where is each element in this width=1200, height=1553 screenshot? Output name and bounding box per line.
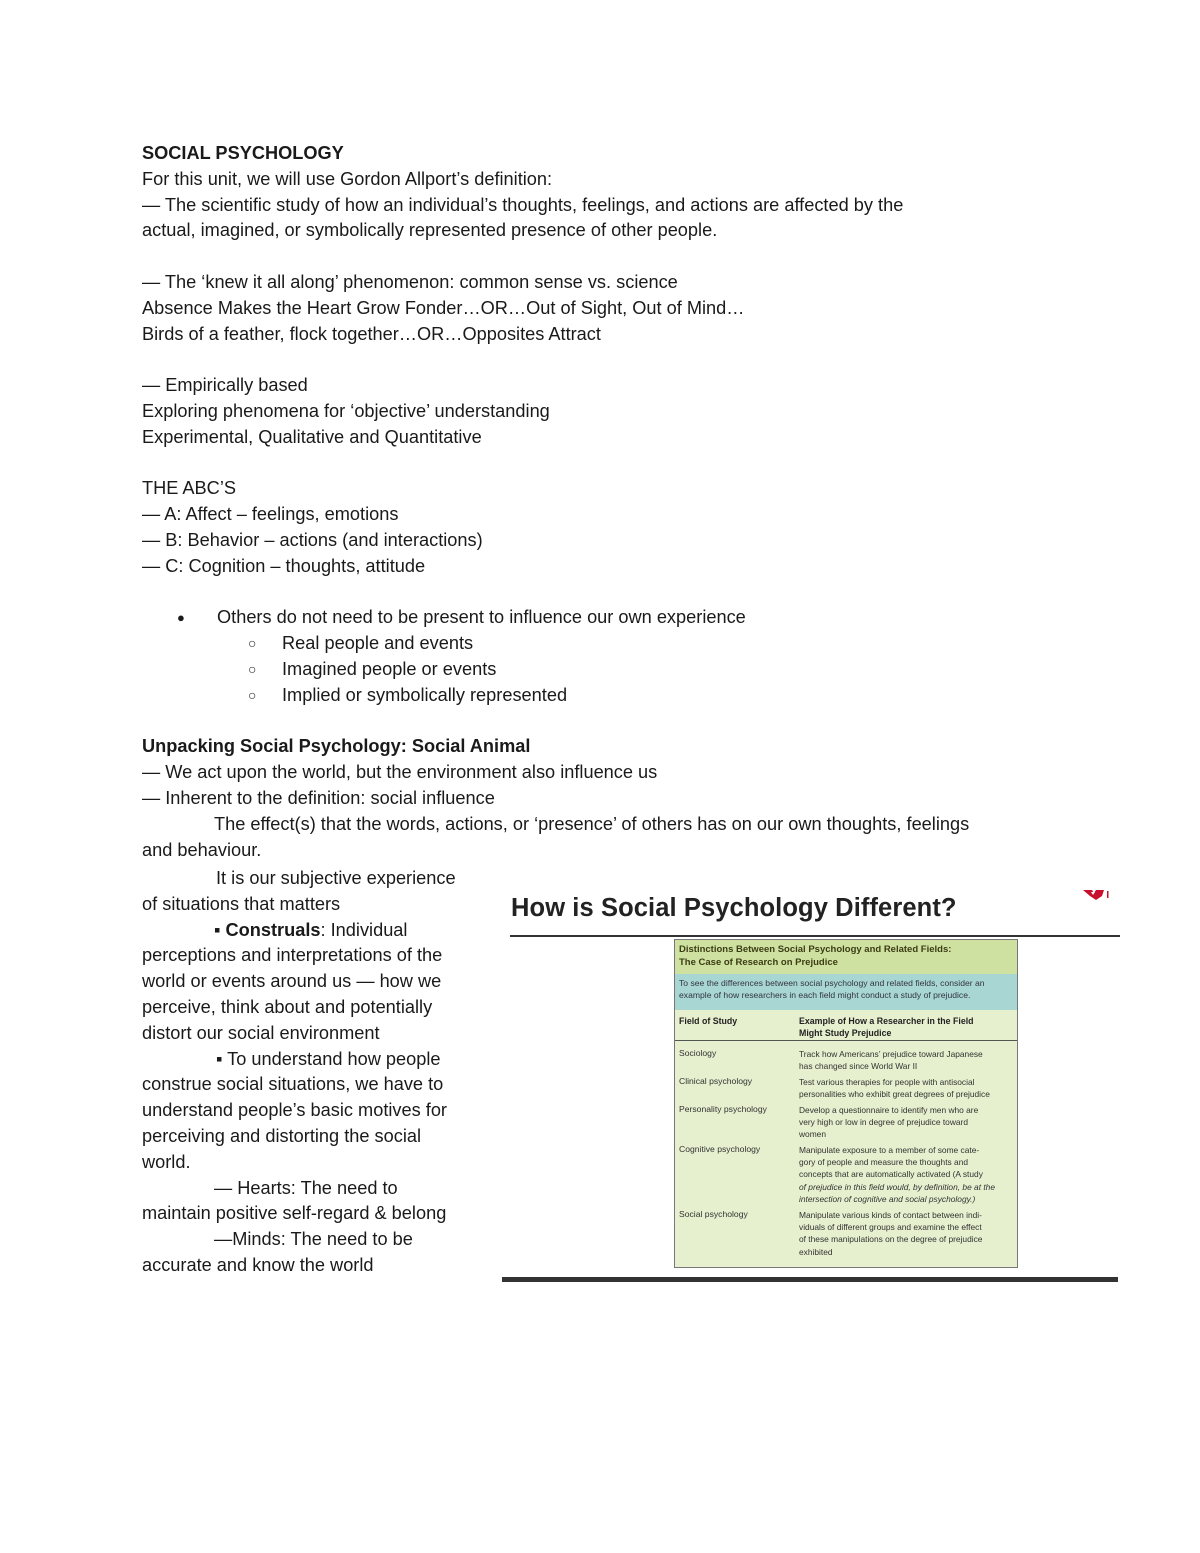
- table-subtitle: The Case of Research on Prejudice: [679, 956, 838, 968]
- cell-line: viduals of different groups and examine the effect: [799, 1222, 982, 1233]
- column-header: [799, 1016, 974, 1039]
- table-cell-example: [799, 1048, 983, 1072]
- list-item-text: Implied or symbolically represented: [282, 684, 568, 705]
- column-line: It is our subjective experience: [216, 868, 456, 888]
- abc-affect: — A: Affect – feelings, emotions: [142, 504, 399, 525]
- cell-line: Manipulate exposure to a member of some cate-: [799, 1145, 980, 1155]
- cell-line: Test various therapies for people with antisocial: [799, 1077, 975, 1087]
- table-intro-line: To see the differences between social psychology and related fields, consider an: [679, 978, 985, 988]
- construals-term: Construals: [225, 919, 321, 940]
- column-header-line: Example of How a Researcher in the Field: [799, 1016, 974, 1026]
- table-title: Distinctions Between Social Psychology and Related Fields:: [679, 944, 952, 955]
- table-cell-example: [799, 1209, 982, 1258]
- column-text: : Individual: [320, 919, 408, 940]
- cell-line: exhibited: [799, 1246, 833, 1257]
- cell-line: concepts that are automatically activated (A study: [799, 1169, 983, 1180]
- comparison-table: [674, 939, 1018, 1268]
- slide-divider: [510, 935, 1120, 937]
- section-title: Unpacking Social Psychology: Social Animal: [142, 736, 531, 757]
- list-item: [142, 605, 1122, 631]
- knew-it-line: — The ‘knew it all along’ phenomenon: common sense vs. science: [142, 271, 678, 292]
- column-line: perceive, think about and potentially: [142, 996, 433, 1017]
- empirical-line: — Empirically based: [142, 375, 308, 396]
- unpacking-line: The effect(s) that the words, actions, or ‘presence’ of others has on our own thoughts, feelings: [214, 813, 970, 834]
- table-cell-example: [799, 1076, 990, 1100]
- bullet-circle-icon: ○: [248, 635, 257, 652]
- unpacking-line: — Inherent to the definition: social influence: [142, 787, 495, 808]
- page-title: SOCIAL PSYCHOLOGY: [142, 143, 344, 163]
- cell-line: women: [799, 1129, 826, 1140]
- column-line: understand people’s basic motives for: [142, 1100, 447, 1121]
- table-body: [675, 1010, 1017, 1267]
- table-cell-field: Sociology: [679, 1048, 717, 1058]
- list-item: [142, 631, 1122, 657]
- minds-line: —Minds: The need to be: [214, 1229, 413, 1250]
- hearts-line: — Hearts: The need to: [214, 1177, 398, 1198]
- column-header-line: Might Study Prejudice: [799, 1027, 892, 1038]
- cell-line: personalities who exhibit great degrees of prejudice: [799, 1089, 990, 1100]
- unpacking-line: and behaviour.: [142, 839, 262, 860]
- intro-line: For this unit, we will use Gordon Allport’s definition:: [142, 168, 553, 189]
- column-line: distort our social environment: [142, 1022, 380, 1043]
- list-item-text: Others do not need to be present to influence our own experience: [217, 607, 746, 628]
- list-item-text: Real people and events: [282, 633, 474, 654]
- table-cell-field: Social psychology: [679, 1209, 748, 1219]
- column-header: Field of Study: [679, 1016, 738, 1026]
- empirical-line: Exploring phenomena for ‘objective’ understanding: [142, 400, 550, 421]
- slide-bottom-bar: [502, 1277, 1118, 1282]
- empirical-line: Experimental, Qualitative and Quantitative: [142, 426, 482, 447]
- column-line: maintain positive self-regard & belong: [142, 1203, 447, 1224]
- logo-icon: [1082, 888, 1110, 902]
- cell-line: Manipulate various kinds of contact between indi-: [799, 1210, 982, 1220]
- bullet-dot-icon: ●: [177, 610, 185, 626]
- cell-line: of these manipulations on the degree of prejudice: [799, 1234, 983, 1245]
- abcs-title: THE ABC’S: [142, 478, 236, 499]
- list-item: [142, 657, 1122, 683]
- bullet-square-icon: ▪: [214, 919, 226, 940]
- abc-behavior: — B: Behavior – actions (and interactions): [142, 529, 483, 550]
- bullet-list: [142, 605, 1122, 708]
- table-cell-field: Cognitive psychology: [679, 1144, 761, 1154]
- table-cell-field: Clinical psychology: [679, 1076, 753, 1086]
- definition-line: — The scientific study of how an individual’s thoughts, feelings, and actions are affected by the: [142, 194, 904, 215]
- left-column-text: [142, 866, 487, 1279]
- cell-line: gory of people and measure the thoughts and: [799, 1157, 969, 1168]
- list-item-text: Imagined people or events: [282, 658, 497, 679]
- bullet-circle-icon: ○: [248, 686, 257, 703]
- column-line: ▪ To understand how people: [216, 1048, 441, 1069]
- column-line: world.: [142, 1151, 191, 1172]
- cell-line: intersection of cognitive and social psychology.): [799, 1193, 976, 1204]
- proverb-line: Birds of a feather, flock together…OR…Opposites Attract: [142, 323, 601, 344]
- cell-line: of prejudice in this field would, by definition, be at the: [799, 1181, 996, 1192]
- abc-cognition: — C: Cognition – thoughts, attitude: [142, 555, 426, 576]
- table-intro: [675, 974, 1017, 1010]
- table-intro-line: example of how researchers in each field might conduct a study of prejudice.: [679, 989, 971, 1000]
- definition-line: actual, imagined, or symbolically represented presence of other people.: [142, 220, 718, 241]
- column-line: of situations that matters: [142, 893, 341, 914]
- cell-line: has changed since World War II: [799, 1061, 918, 1072]
- bullet-circle-icon: ○: [248, 660, 257, 677]
- unpacking-line: — We act upon the world, but the environment also influence us: [142, 762, 658, 783]
- cell-line: very high or low in degree of prejudice toward: [799, 1117, 968, 1128]
- cell-line: Track how Americans’ prejudice toward Japanese: [799, 1049, 983, 1059]
- column-line: world or events around us — how we: [142, 971, 442, 992]
- slide-title: How is Social Psychology Different?: [511, 894, 957, 922]
- document-body: [142, 141, 1122, 863]
- table-cell-example: [799, 1104, 978, 1141]
- table-column-headers: [675, 1010, 1017, 1041]
- cell-line: Develop a questionnaire to identify men who are: [799, 1105, 979, 1115]
- column-line: perceptions and interpretations of the: [142, 945, 443, 966]
- list-item: [142, 683, 1122, 709]
- table-cell-field: Personality psychology: [679, 1104, 767, 1114]
- construals-line: [142, 918, 487, 944]
- table-header: [675, 940, 1017, 974]
- table-cell-example: [799, 1144, 995, 1205]
- proverb-line: Absence Makes the Heart Grow Fonder…OR…Out of Sight, Out of Mind…: [142, 297, 745, 318]
- column-line: construe social situations, we have to: [142, 1074, 444, 1095]
- column-line: accurate and know the world: [142, 1254, 374, 1275]
- slide-image: [502, 880, 1120, 1285]
- column-line: perceiving and distorting the social: [142, 1125, 422, 1146]
